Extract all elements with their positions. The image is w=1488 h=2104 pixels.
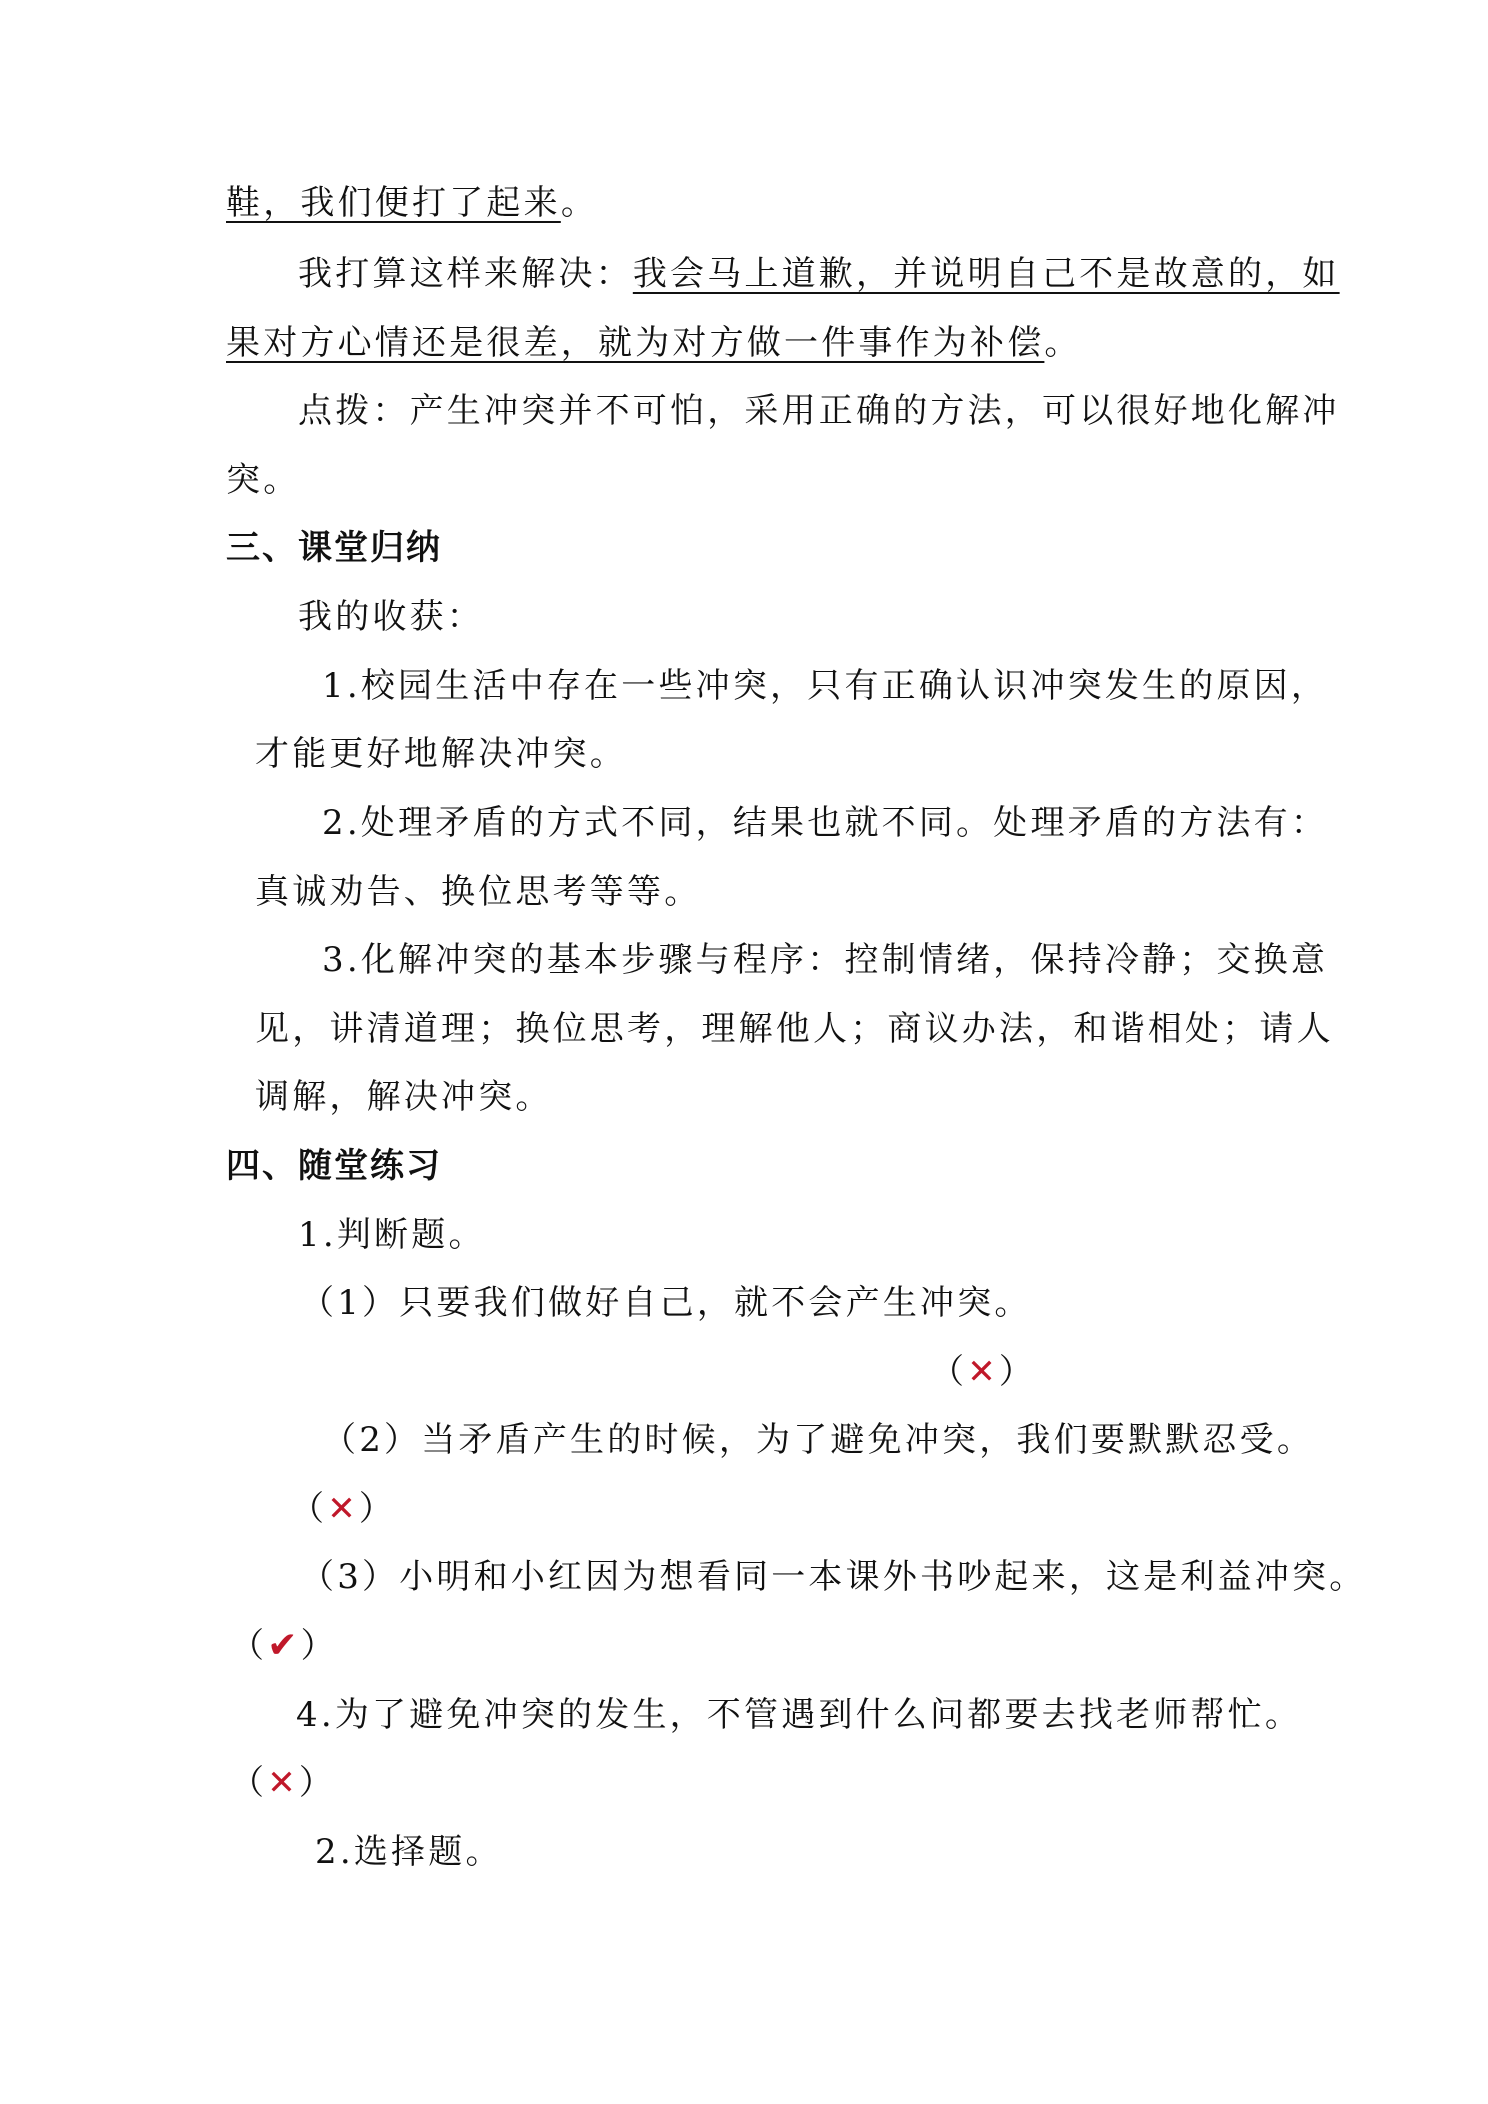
judgment-question: （1）只要我们做好自己，就不会产生冲突。 [300, 1283, 1032, 1323]
question-title: 1.判断题。 [298, 1215, 486, 1255]
answer-bracket: （✕） [290, 1489, 397, 1529]
judgment-question: （2）当矛盾产生的时候，为了避免冲突，我们要默默忍受。 [322, 1420, 1315, 1460]
summary-item-1: 1.校园生活中存在一些冲突，只有正确认识冲突发生的原因， [322, 666, 1329, 706]
underlined-answer: 果对方心情还是很差，就为对方做一件事作为补偿 [226, 323, 1045, 363]
cross-mark-icon: ✕ [967, 1352, 999, 1392]
tip-line: 突。 [226, 460, 301, 500]
question-title: 2.选择题。 [315, 1832, 503, 1872]
paragraph-line [226, 320, 1082, 366]
cross-mark-icon: ✕ [327, 1489, 359, 1529]
punctuation: 。 [560, 183, 599, 223]
summary-item-2-cont: 真诚劝告、换位思考等等。 [255, 872, 702, 912]
underlined-answer: 我会马上道歉，并说明自己不是故意的，如 [632, 254, 1340, 294]
answer-bracket: （✕） [230, 1763, 337, 1803]
check-mark-icon: ✔ [267, 1625, 301, 1666]
punctuation: 。 [1044, 323, 1082, 363]
paragraph-line [298, 251, 1340, 297]
summary-item-1-cont: 才能更好地解决冲突。 [255, 734, 627, 774]
solution-lead: 我打算这样来解决： [298, 254, 633, 294]
answer-bracket: （✔） [230, 1625, 338, 1666]
tip-line: 点拨：产生冲突并不可怕，采用正确的方法，可以很好地化解冲 [298, 391, 1340, 431]
gain-label: 我的收获： [298, 597, 484, 637]
answer-bracket: （✕） [930, 1352, 1037, 1392]
summary-item-2: 2.处理矛盾的方式不同，结果也就不同。处理矛盾的方法有： [322, 803, 1329, 843]
summary-item-3: 3.化解冲突的基本步骤与程序：控制情绪，保持冷静；交换意 [322, 940, 1329, 980]
underlined-answer: 鞋，我们便打了起来 [226, 183, 561, 223]
cross-mark-icon: ✕ [267, 1763, 299, 1803]
summary-item-3-cont: 见，讲清道理；换位思考，理解他人；商议办法，和谐相处；请人 [255, 1009, 1334, 1049]
section-heading: 四、随堂练习 [226, 1146, 442, 1186]
paragraph-line [226, 180, 598, 226]
judgment-question: （3）小明和小红因为想看同一本课外书吵起来，这是利益冲突。 [300, 1557, 1367, 1597]
judgment-question: 4.为了避免冲突的发生，不管遇到什么问都要去找老师帮忙。 [296, 1695, 1303, 1735]
summary-item-3-cont: 调解，解决冲突。 [255, 1077, 553, 1117]
section-heading: 三、课堂归纳 [226, 528, 442, 568]
